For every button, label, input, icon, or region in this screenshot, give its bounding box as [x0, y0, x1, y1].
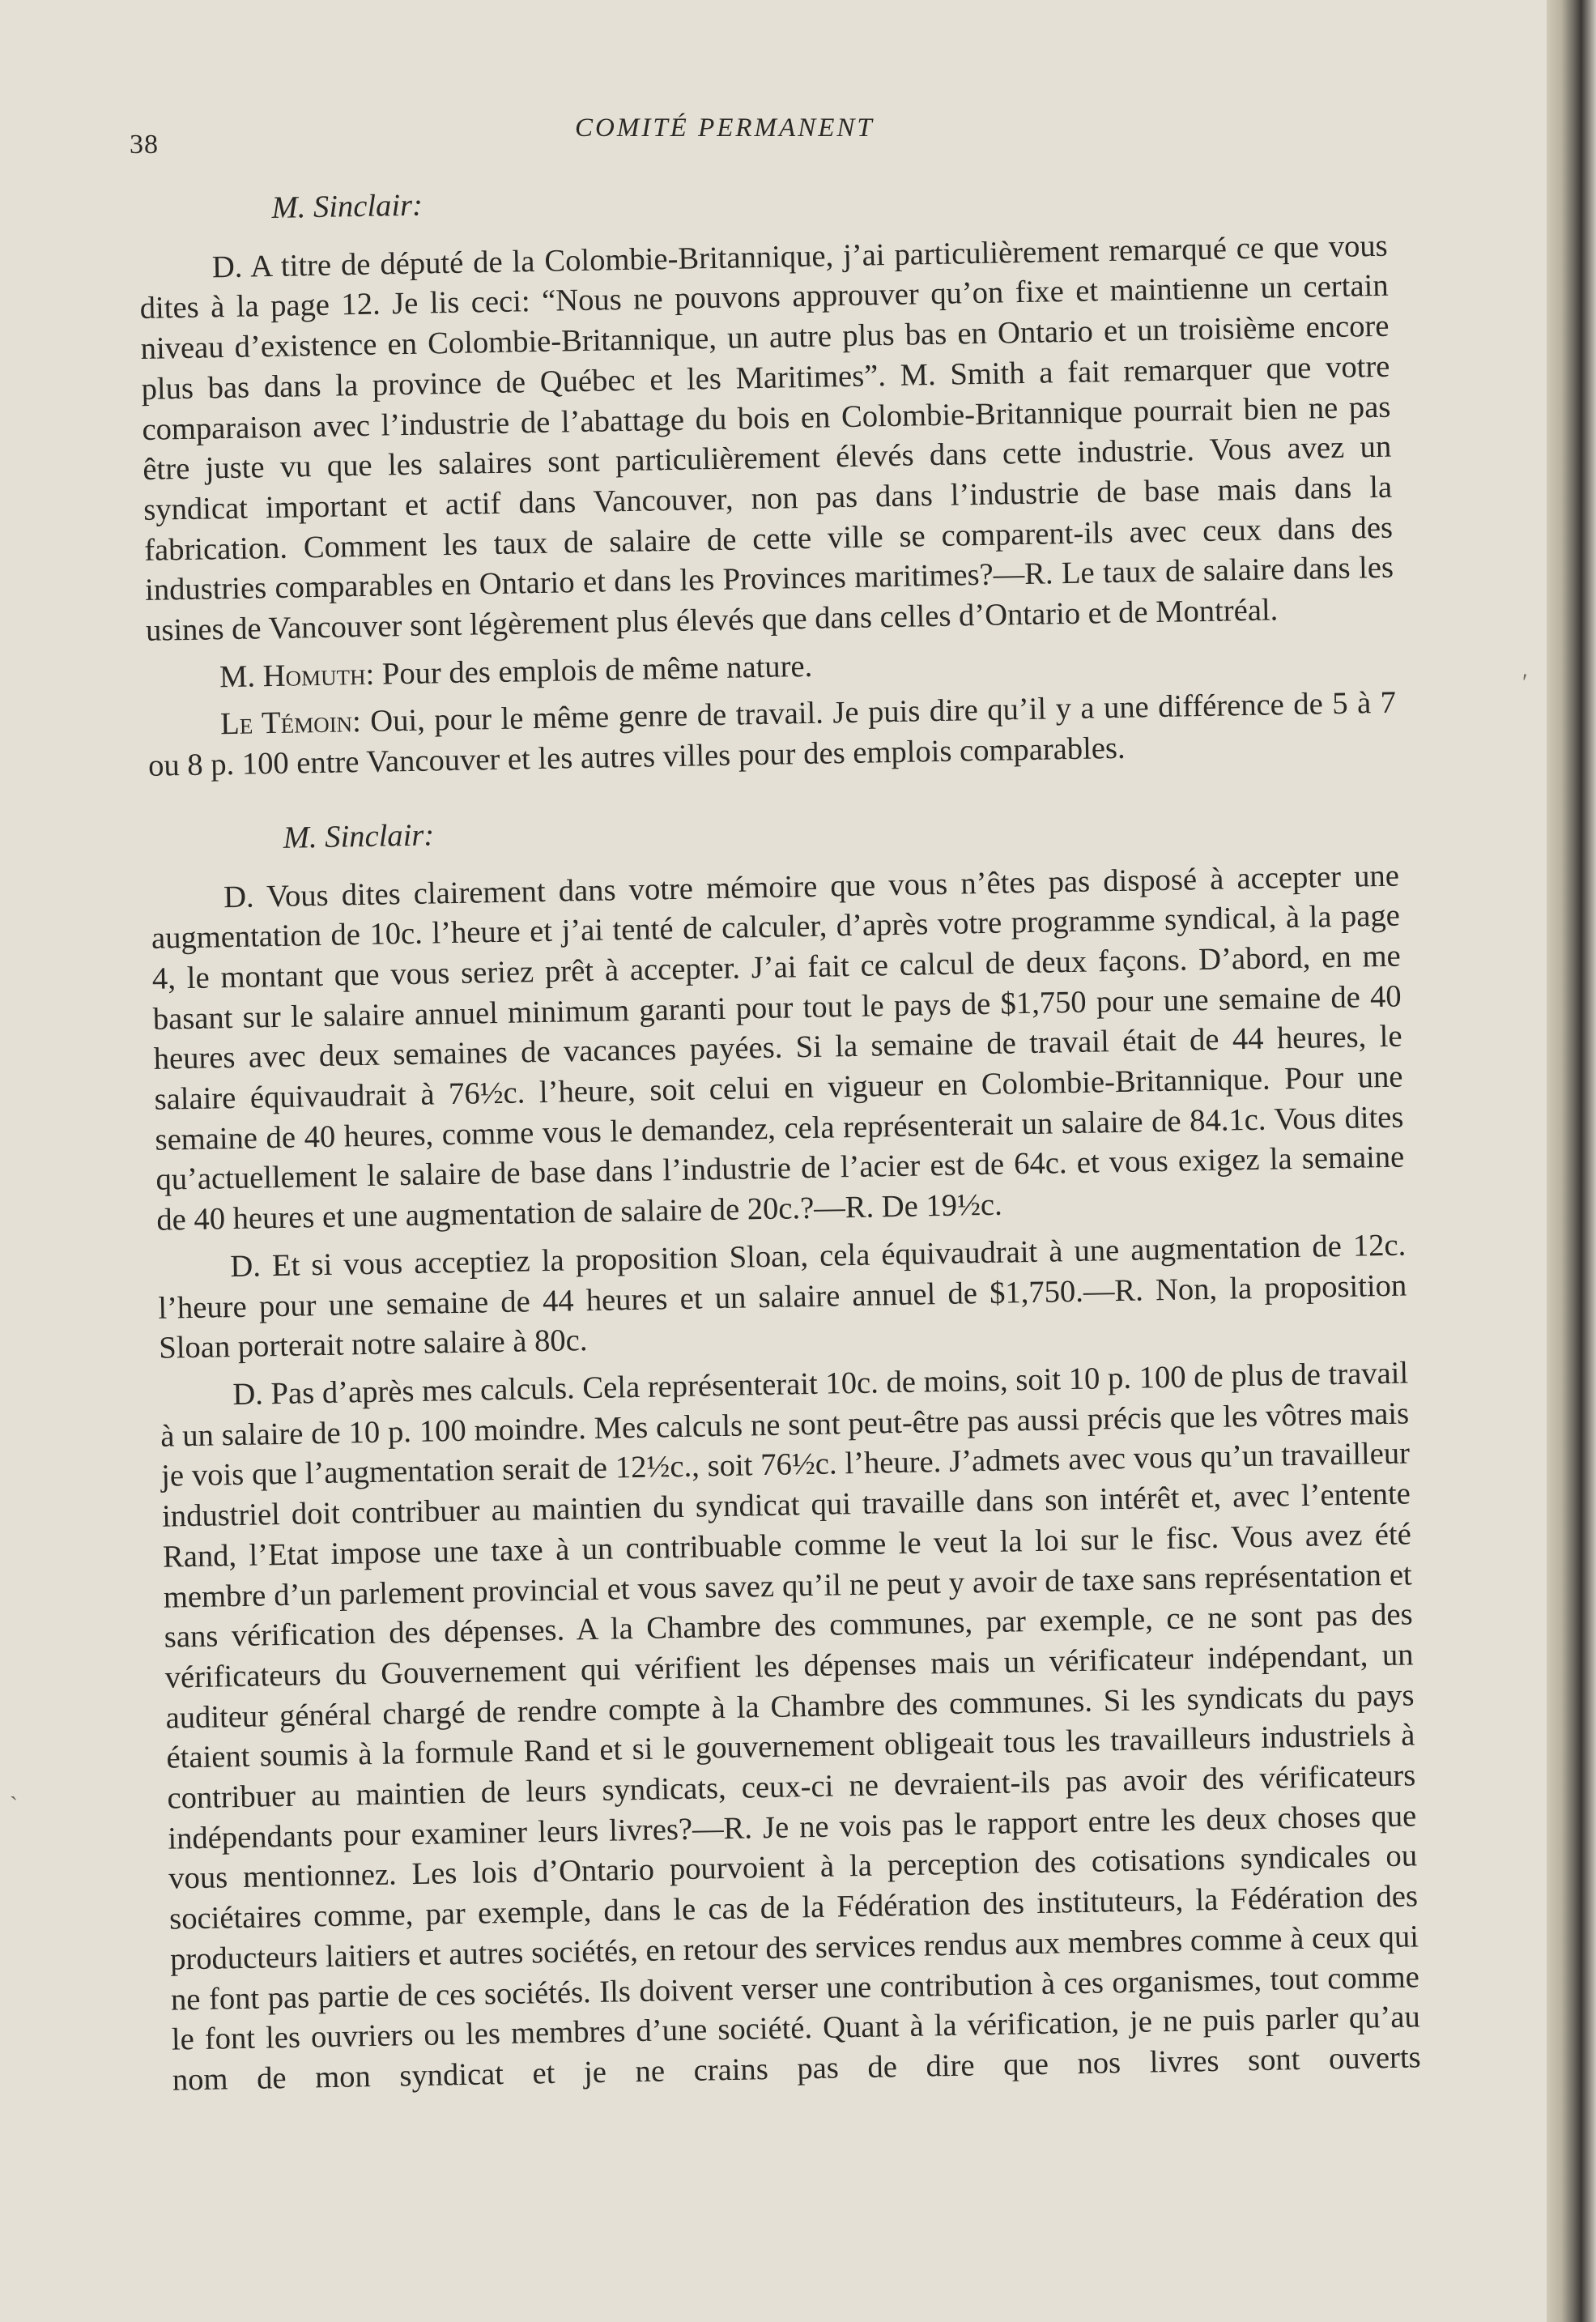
- speaker-heading: M. Sinclair:: [283, 818, 435, 855]
- margin-mark: ˏ: [10, 1774, 18, 1800]
- witness-text: : Oui, pour le même genre de travail. Je puis dire qu’il y a une différence de 5 à 7 ou 8 p. 100 entre Vancouver et les autres villes pour des emplois comparables.: [147, 686, 1397, 784]
- paragraph-question-4: D. Pas d’après mes calculs. Cela représenterait 10c. de moins, soit 10 p. 100 de plus de travail à un salaire de 10 p. 100 moindre. Mes calculs ne sont peut-être pas aussi précis que les vôtres mais je vois que l’augmentation serait de 12½c., soit 76½c. l’heure. J’admets avec vous qu’un travailleur industriel doit contribuer au maintien du syndicat qui travaille dans son intérêt et, avec l’entente Rand, l’Etat impose une taxe à un contribuable comme le veut la loi sur le fisc. Vous avez été membre d’un parlement provincial et vous savez qu’il ne peut y avoir de taxe sans représentation et sans vérification des dépenses. A la Chambre des communes, par exemple, ce ne sont pas des vérificateurs du Gouvernement qui vérifient les dépenses mais un vérificateur indépendant, un auditeur général chargé de rendre compte à la Chambre des communes. Si les syndicats du pays étaient soumis à la formule Rand et si le gouvernement obligeait tous les travailleurs industriels à contribuer au maintien de leurs syndicats, ceux-ci ne devraient-ils pas avoir des vérificateurs indépendants pour examiner leurs livres?—R. Je ne vois pas le rapport entre les deux choses que vous mentionnez. Les lois d’Ontario pourvoient à la perception des cotisations syndicales ou sociétaires comme, par exemple, dans le cas de la Fédération des instituteurs, la Fédération des producteurs laitiers et autres sociétés, en retour des services rendus aux membres comme à ceux qui ne font pas partie de ces sociétés. Ils doivent verser une contribution à ces organismes, tout comme le font les ouvriers ou les membres d’une société. Quant à la vérification, je ne puis parler qu’au nom de mon syndicat et je ne crains pas de dire que nos livres sont ouverts: [160, 1356, 1421, 2098]
- page-number: 38: [130, 130, 159, 160]
- paragraph-question-1: D. A titre de député de la Colombie-Britannique, j’ai particulièrement remarqué ce que vous dites à la page 12. Je lis ceci: “Nous ne pouvons approuver qu’on fixe et maintienne un certain niveau d’existence en Colombie-Britannique, un autre plus bas en Ontario et un troisième encore plus bas dans la province de Québec et les Maritimes”. M. Smith a fait remarquer que votre comparaison avec l’industrie de l’abattage du bois en Colombie-Britannique pourrait bien ne pas être juste vu que les salaires sont particulièrement élevés dans cette industrie. Vous avez un syndicat important et actif dans Vancouver, non pas dans l’industrie de base mais dans la fabrication. Comment les taux de salaire de cette ville se comparent-ils avec ceux dans des industries comparables en Ontario et dans les Provinces maritimes?—R. Le taux de salaire dans les usines de Vancouver sont légèrement plus élevés que dans celles d’Ontario et de Montréal.: [139, 228, 1394, 648]
- running-title: COMITÉ PERMANENT: [575, 113, 875, 143]
- page-header: [130, 107, 1393, 160]
- paragraph-question-3: D. Et si vous acceptiez la proposition Sloan, cela équivaudrait à une augmentation de 12c. l’heure pour une semaine de 44 heures et un salaire annuel de $1,750.—R. Non, la proposition Sloan porterait notre salaire à 80c.: [158, 1228, 1407, 1366]
- speaker-name-homuth: M. Homuth: [219, 657, 366, 694]
- speaker-name-witness: Le Témoin: [219, 705, 353, 742]
- speaker-heading: M. Sinclair:: [271, 188, 423, 225]
- document-body: [138, 164, 1421, 2108]
- paragraph-question-2: D. Vous dites clairement dans votre mémoire que vous n’êtes pas disposé à accepter une augmentation de 10c. l’heure et j’ai tenté de calculer, d’après votre programme syndical, à la page 4, le montant que vous seriez prêt à accepter. J’ai fait ce calcul de deux façons. D’abord, en me basant sur le salaire annuel minimum garanti pour tout le pays de $1,750 pour une semaine de 40 heures avec deux semaines de vacances payées. Si la semaine de travail était de 44 heures, le salaire équivaudrait à 76½c. l’heure, soit celui en vigueur en Colombie-Britannique. Pour une semaine de 40 heures, comme vous le demandez, cela représenterait un salaire de 84.1c. Vous dites qu’actuellement le salaire de base dans l’industrie de l’acier est de 64c. et vous exigez la semaine de 40 heures et une augmentation de salaire de 20c.?—R. De 19½c.: [151, 859, 1405, 1238]
- paragraph-witness: [147, 684, 1398, 787]
- margin-mark: ʹ: [1522, 669, 1528, 696]
- page-binding-edge: [1547, 0, 1596, 2322]
- homuth-text: : Pour des emplois de même nature.: [365, 649, 813, 692]
